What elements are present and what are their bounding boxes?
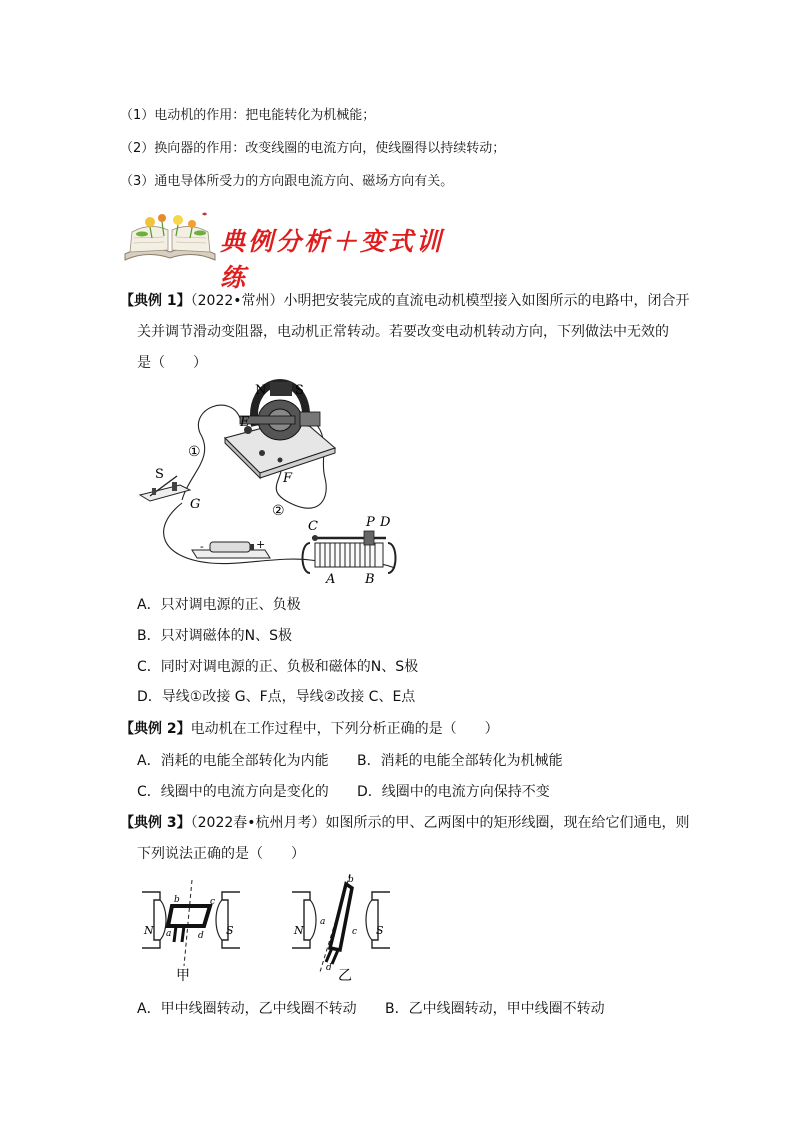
example-1-stem-2: 关并调节滑动变阻器，电动机正常转动。若要改变电动机转动方向，下列做法中无效的 (137, 324, 669, 340)
example-1-option-b[interactable]: B．只对调磁体的N、S极 (137, 628, 292, 644)
example-1-option-c[interactable]: C．同时对调电源的正、负极和磁体的N、S极 (137, 659, 419, 675)
yi-a-label: a (320, 917, 326, 927)
section-banner (120, 208, 460, 292)
wire-2-label: ② (272, 503, 285, 519)
switch-s-label: S (155, 467, 164, 482)
jia-n-label: N (144, 924, 154, 937)
jia-c-label: c (210, 897, 216, 907)
slider-p-label: P (366, 515, 375, 530)
example-2-stem: 电动机在工作过程中，下列分析正确的是（ ） (190, 721, 499, 737)
jia-b-label: b (174, 895, 180, 905)
example-2-option-d[interactable]: D．线圈中的电流方向保持不变 (357, 784, 550, 800)
example-3-option-a[interactable]: A．甲中线圈转动，乙中线圈不转动 (137, 1001, 357, 1017)
yi-b-label: b (348, 875, 354, 885)
intro-line-2: （2）换向器的作用：改变线圈的电流方向，使线圈得以持续转动； (120, 141, 506, 156)
wire-1-label: ① (188, 444, 201, 460)
yi-c-label: c (352, 927, 358, 937)
example-1-stem-3: 是（ ） (137, 355, 207, 371)
intro-line-1: （1）电动机的作用：把电能转化为机械能； (120, 108, 376, 123)
terminal-a-label: A (326, 572, 336, 587)
example-1-line-1 (120, 290, 690, 310)
yi-s-label: S (376, 924, 384, 937)
example-3-stem-2: 下列说法正确的是（ ） (137, 846, 305, 862)
example-3-stem-1: （2022春•杭州月考）如图所示的甲、乙两图中的矩形线圈，现在给它们通电，则 (190, 815, 690, 831)
terminal-b-label: B (365, 572, 375, 587)
example-3-tag: 【典例 3】 (120, 815, 191, 831)
jia-a-label: a (166, 929, 172, 939)
yi-d-label: d (326, 963, 332, 973)
motor-circuit-figure (130, 378, 430, 590)
intro-line-3: （3）通电导体所受力的方向跟电流方向、磁场方向有关。 (120, 174, 454, 189)
example-1-option-d[interactable]: D．导线①改接 G、F点，导线②改接 C、E点 (137, 689, 416, 705)
magnet-s-label: S (295, 383, 304, 398)
yi-label: 乙 (338, 968, 352, 984)
example-2-option-b[interactable]: B．消耗的电能全部转化为机械能 (357, 753, 563, 769)
jia-s-label: S (226, 924, 234, 937)
example-3-option-b[interactable]: B．乙中线圈转动，甲中线圈不转动 (385, 1001, 605, 1017)
terminal-d-label: D (380, 515, 391, 530)
battery-minus-label: - (200, 540, 204, 553)
open-book-flowers-icon (120, 208, 220, 264)
example-2-option-c[interactable]: C．线圈中的电流方向是变化的 (137, 784, 329, 800)
example-2-line (120, 718, 499, 738)
terminal-f-label: F (283, 471, 293, 486)
terminal-e-label: E (240, 415, 250, 430)
section-banner-title: 典例分析＋变式训练 (220, 227, 445, 292)
example-3-line-1 (120, 812, 690, 832)
coils-figure (140, 870, 400, 988)
yi-n-label: N (294, 924, 304, 937)
example-1-stem-1: （2022•常州）小明把安装完成的直流电动机模型接入如图所示的电路中，闭合开 (190, 293, 690, 309)
jia-d-label: d (198, 931, 204, 941)
battery-plus-label: + (256, 538, 266, 551)
jia-label: 甲 (176, 968, 190, 984)
example-1-tag: 【典例 1】 (120, 293, 191, 309)
magnet-n-label: N (255, 383, 267, 398)
terminal-c-label: C (308, 519, 318, 534)
example-1-option-a[interactable]: A．只对调电源的正、负极 (137, 597, 301, 613)
example-2-tag: 【典例 2】 (120, 721, 191, 737)
example-2-option-a[interactable]: A．消耗的电能全部转化为内能 (137, 753, 329, 769)
terminal-g-label: G (190, 497, 201, 512)
